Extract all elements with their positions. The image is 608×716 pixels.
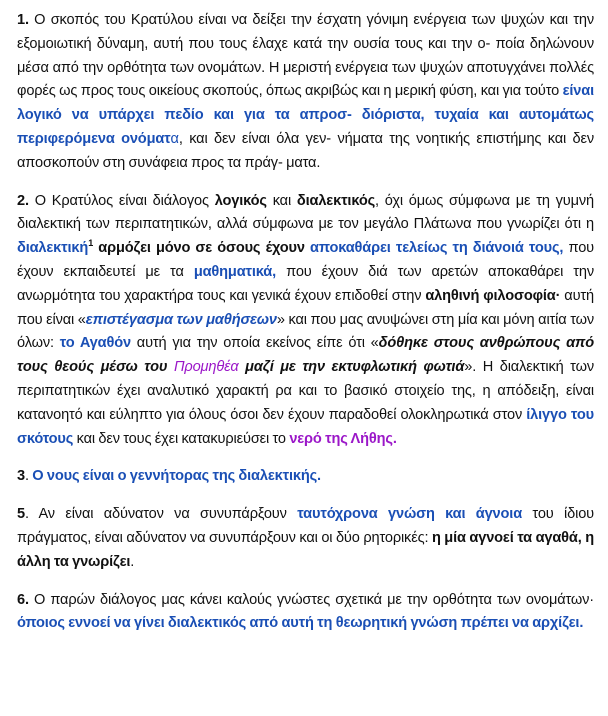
text-segment: Ο παρών διάλογος μας κάνει καλούς γνώστες σχετικά με την ορθότητα των ονομάτων· — [28, 591, 594, 608]
text-segment: και — [266, 192, 297, 209]
bold-text: αληθινή φιλοσοφία· — [425, 287, 561, 304]
paragraph-number: 5 — [17, 506, 25, 523]
text-segment: του ίδιου πράγματος, είναι αδύνατον να συνυπάρξουν και οι δύο ρητορικές: — [17, 506, 594, 546]
text-segment: που έχουν διά των αρετών αποκαθάρει την ανωρμότητα του χαρακτήρα τους και γενικά έχουν επιδοθεί στην — [17, 263, 594, 304]
text-segment: . — [130, 553, 135, 570]
text-segment: » και που μας ανυψώνει στη μία και μόνη αιτία των όλων: — [17, 311, 594, 352]
text-segment: που έχουν εκπαιδευτεί με τα — [17, 240, 595, 280]
paragraph-number: 6. — [17, 591, 29, 608]
bold-text: διαλεκτικός — [296, 192, 376, 209]
paragraph-3 — [17, 465, 594, 489]
highlight-text: το Αγαθόν — [59, 335, 131, 352]
purple-name: Προμηθέα — [173, 359, 239, 376]
highlight-text: ταυτόχρονα γνώση και άγνοια — [297, 506, 523, 523]
paragraph-number: 2. — [17, 192, 29, 209]
bold-text: η μία αγνοεί τα αγαθά, η άλλη τα γνωρίζει — [17, 529, 594, 570]
highlight-text: αποκαθάρει τελείως τη διάνοιά τους, — [310, 240, 564, 257]
highlight-text: είναι λογικό να υπάρχει πεδίο και για τα απροσ- διόριστα, τυχαία και αυτομάτως περιφερόμενα ονόματ — [17, 83, 594, 147]
paragraph-6 — [17, 589, 594, 637]
footnote-marker[interactable]: 1 — [88, 238, 94, 249]
highlight-text: μαθηματικά, — [193, 263, 277, 280]
bold-italic-quote: μαζί με την εκτυφλωτική φωτιά — [238, 359, 465, 376]
purple-highlight: νερό της Λήθης. — [289, 430, 397, 447]
bold-text: αρμόζει μόνο σε όσους έχουν — [98, 240, 305, 257]
highlight-text: α — [170, 130, 179, 147]
paragraph-2 — [17, 190, 594, 452]
paragraph-number: 1. — [17, 12, 29, 28]
text-segment: Ο Κρατύλος είναι διάλογος — [28, 192, 215, 209]
highlight-text: ίλιγγο του σκότους — [17, 406, 594, 447]
paragraph-number: 3 — [17, 468, 25, 485]
text-segment: . — [24, 468, 33, 485]
highlight-text: όποιος εννοεί να γίνει διαλεκτικός από αυτή τη θεωρητική γνώση πρέπει να αρχίζει. — [17, 615, 584, 632]
text-segment: , και δεν είναι όλα γεν- νήματα της νοητικής επιστήμης και δεν αποσκοπούν στη συνάφεια προς τα πράγ- ματα. — [17, 130, 594, 171]
text-segment: . Αν είναι αδύνατον να συνυπάρξουν — [24, 506, 298, 523]
highlight-text: Ο νους είναι ο γεννήτορας της διαλεκτικής. — [32, 468, 321, 485]
text-segment: ». Η διαλεκτική των περιπατητικών έχει αναλυτικό χαρακτή ρα και το βασικό στοιχείο της, η απόδειξη, είναι κατανοητό και εύληπτο για όλους όσοι δεν έχουν παραδοθεί ολοκληρωτικά στον — [17, 359, 594, 423]
text-segment: αυτή που είναι « — [17, 287, 594, 328]
text-segment: Ο σκοπός του Κρατύλου είναι να δείξει την έσχατη γόνιμη ενέργεια των ψυχών και την εξομοιωτική δύναμη, αυτή που τους έλαχε κατά την ουσία τους και την ο- ποία δηλώνουν μέσα από την ορθότητα των ονομάτων. Η μεριστή ενέργεια των ψυχών αποτυγχάνει πολλές φορές ως προς τους οικείους σκοπούς, όπως ακριβώς και η μερική φύση, και για τούτο — [17, 12, 594, 100]
text-segment: , όχι όμως σύμφωνα με τη γυμνή διαλεκτική των περιπατητικών, αλλά σύμφωνα με τον μεγάλο Πλάτωνα που γνωρίζει ότι η — [17, 192, 594, 233]
highlight-text: διαλεκτική — [17, 240, 89, 257]
text-segment: αυτή για την οποία εκείνος είπε ότι « — [130, 335, 379, 352]
paragraph-5 — [17, 503, 594, 574]
bold-italic-quote: δόθηκε στους ανθρώπους από τους θεούς μέσω του — [17, 335, 594, 376]
bold-text: λογικός — [214, 192, 267, 209]
paragraph-1 — [17, 9, 594, 176]
highlight-quote: επιστέγασμα των μαθήσεων — [85, 311, 277, 328]
text-segment: και δεν τους έχει κατακυριεύσει το — [73, 430, 290, 447]
